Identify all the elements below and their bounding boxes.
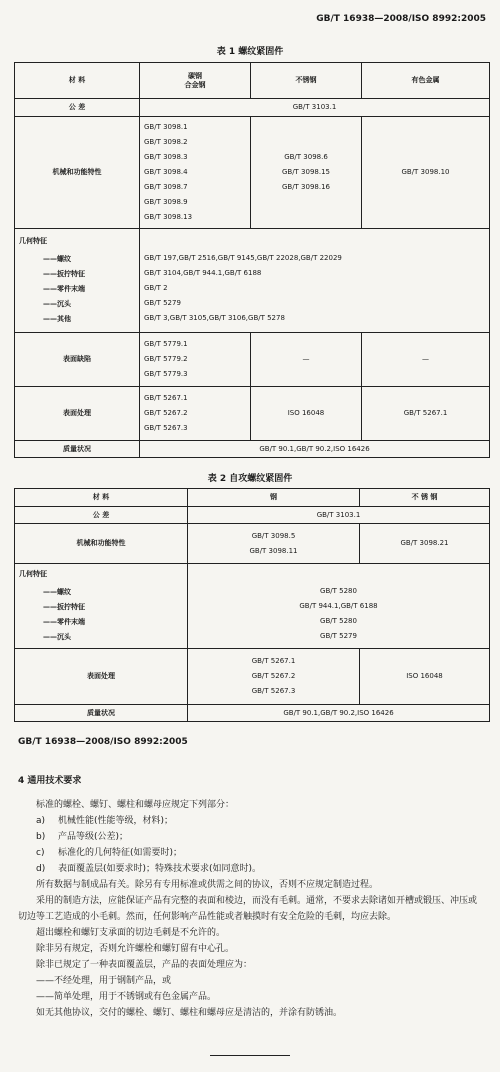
paragraph: 除非已规定了一种表面覆盖层，产品的表面处理应为： xyxy=(36,960,253,970)
paragraph: 超出螺栓和螺钉支承面的切边毛刺是不允许的。 xyxy=(36,928,226,938)
t2-surface-steel: GB/T 5267.1 GB/T 5267.2 GB/T 5267.3 xyxy=(188,649,360,705)
table2-title: 表 2 自攻螺纹紧固件 xyxy=(207,474,293,484)
standard-label: GB/T 16938—2008/ISO 8992:2005 xyxy=(18,737,188,747)
footer-rule xyxy=(210,1055,290,1056)
t1-quality-value: GB/T 90.1,GB/T 90.2,ISO 16426 xyxy=(140,441,490,458)
paragraph: ——不经处理，用于钢制产品，或 xyxy=(36,976,172,986)
t2-surface-label: 表面处理 xyxy=(15,649,188,705)
t1-defect-label: 表面缺陷 xyxy=(15,333,140,387)
t2-header-stainless: 不 锈 钢 xyxy=(360,489,490,507)
t2-quality-value: GB/T 90.1,GB/T 90.2,ISO 16426 xyxy=(188,705,490,722)
t1-surface-stainless: ISO 16048 xyxy=(251,387,362,441)
t2-tolerance-label: 公 差 xyxy=(15,507,188,524)
section-title: 4 通用技术要求 xyxy=(18,776,82,786)
t1-geo-values: GB/T 197,GB/T 2516,GB/T 9145,GB/T 22028,GB/T 22029 GB/T 3104,GB/T 944.1,GB/T 6188 GB/T 2 GB/T 5279 GB/T 3,GB/T 3105,GB/T 3106,GB/T 5278 xyxy=(140,229,490,333)
table1 xyxy=(14,62,490,458)
t1-quality-label: 质量状况 xyxy=(15,441,140,458)
list-item: c) 标准化的几何特征(如需要时)； xyxy=(36,848,183,858)
t1-header-material: 材 料 xyxy=(15,63,140,99)
t1-geo-labels: 几何特征 ——螺纹 ——扳拧特征 ——零件末端 ——沉头 ——其他 xyxy=(15,229,140,333)
list-item: a) 机械性能(性能等级，材料)； xyxy=(36,816,174,826)
t2-surface-stainless: ISO 16048 xyxy=(360,649,490,705)
paragraph: 所有数据与制成品有关。除另有专用标准或供需之间的协议，否则不应规定制造过程。 xyxy=(36,880,379,890)
t1-tolerance-value: GB/T 3103.1 xyxy=(140,99,490,117)
t1-header-carbon: 碳钢 合金钢 xyxy=(140,63,251,99)
table2 xyxy=(14,488,490,722)
section-intro: 标准的螺栓、螺钉、螺柱和螺母应规定下列部分： xyxy=(36,800,235,810)
t2-mech-steel: GB/T 3098.5 GB/T 3098.11 xyxy=(188,524,360,564)
table1-title: 表 1 螺纹紧固件 xyxy=(216,47,284,57)
t2-tolerance-value: GB/T 3103.1 xyxy=(188,507,490,524)
t2-geo-labels: 几何特征 ——螺纹 ——扳拧特征 ——零件末端 ——沉头 xyxy=(15,564,188,649)
t1-surface-nonferrous: GB/T 5267.1 xyxy=(362,387,490,441)
section-body xyxy=(18,797,480,1021)
t1-mech-label: 机械和功能特性 xyxy=(15,117,140,229)
t1-header-stainless: 不锈钢 xyxy=(251,63,362,99)
list-item: d) 表面覆盖层(如要求时)；特殊技术要求(如同意时)。 xyxy=(36,864,262,874)
t2-quality-label: 质量状况 xyxy=(15,705,188,722)
t2-mech-stainless: GB/T 3098.21 xyxy=(360,524,490,564)
list-item: b) 产品等级(公差)； xyxy=(36,832,129,842)
t1-mech-carbon: GB/T 3098.1 GB/T 3098.2 GB/T 3098.3 GB/T 3098.4 GB/T 3098.7 GB/T 3098.9 GB/T 3098.13 xyxy=(140,117,251,229)
t1-tolerance-label: 公 差 xyxy=(15,99,140,117)
t1-header-nonferrous: 有色金属 xyxy=(362,63,490,99)
t1-surface-label: 表面处理 xyxy=(15,387,140,441)
t2-mech-label: 机械和功能特性 xyxy=(15,524,188,564)
t1-defect-carbon: GB/T 5779.1 GB/T 5779.2 GB/T 5779.3 xyxy=(140,333,251,387)
t1-defect-stainless: — xyxy=(251,333,362,387)
paragraph: 如无其他协议，交付的螺栓、螺钉、螺柱和螺母应是清洁的，并涂有防锈油。 xyxy=(36,1008,343,1018)
t2-header-steel: 钢 xyxy=(188,489,360,507)
page-header: GB/T 16938—2008/ISO 8992:2005 xyxy=(316,14,486,24)
paragraph: 除非另有规定，否则允许螺栓和螺钉留有中心孔。 xyxy=(36,944,235,954)
t2-geo-values: GB/T 5280 GB/T 944.1,GB/T 6188 GB/T 5280 GB/T 5279 xyxy=(188,564,490,649)
t2-header-material: 材 料 xyxy=(15,489,188,507)
t1-surface-carbon: GB/T 5267.1 GB/T 5267.2 GB/T 5267.3 xyxy=(140,387,251,441)
t1-mech-stainless: GB/T 3098.6 GB/T 3098.15 GB/T 3098.16 xyxy=(251,117,362,229)
t1-mech-nonferrous: GB/T 3098.10 xyxy=(362,117,490,229)
paragraph: ——简单处理，用于不锈钢或有色金属产品。 xyxy=(36,992,217,1002)
t1-defect-nonferrous: — xyxy=(362,333,490,387)
paragraph: 采用的制造方法，应能保证产品有完整的表面和棱边，而没有毛刺。通常，不要求去除诸如开槽或锻压、冲压或切边等工艺造成的小毛刺。然而，任何影响产品性能或者触摸时有安全危险的毛刺，均应去除。 xyxy=(18,896,478,922)
